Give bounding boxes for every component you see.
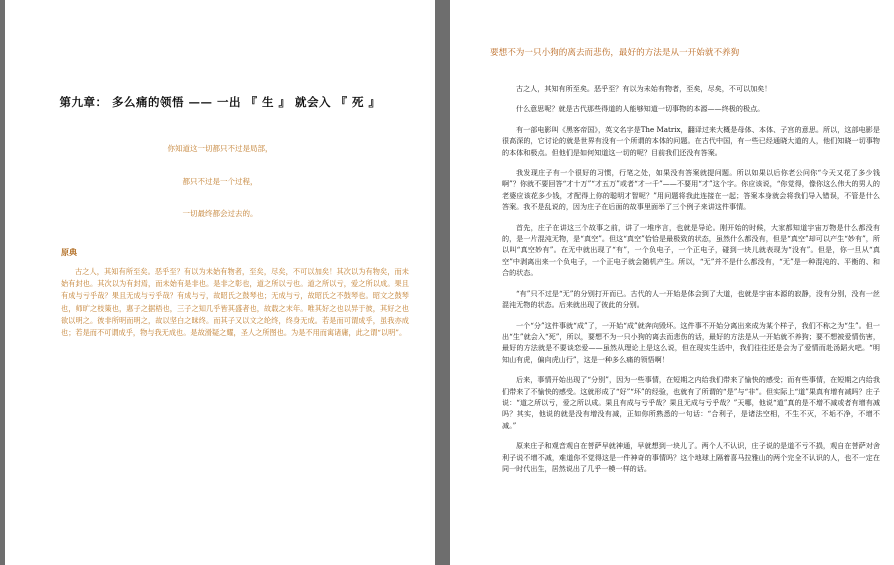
paragraph: 后来，事情开始出现了“分别”，因为一些事情，在短期之内给我们带来了愉快的感受；而有些事情，在短期之内给我们带来了不愉快的感受。这就形成了“好”“坏”的经验，也就有了所谓的“是”与“非”。但实际上“道”果真有增有减吗？庄子说：“道之所以亏，爱之所以成。果且有成与亏乎哉？果且无成与亏乎哉？”天哪，他说“道”真的是不增不减或者有增有减吗？其实，他说的就是没有增没有减，正如你所熟悉的一句话：“合利子，是诸法空相，不生不灭，不垢不净，不增不减。” [502, 375, 880, 430]
paragraph: 首先，庄子在讲这三个故事之前，讲了一堆序言，也就是导论。刚开始的时候，大家都知道宇宙万物是什么都没有的，是一片混沌无物，是“真空”。但这“真空”恰恰是最极致的状态，虽然什么都没有，但是“真空”却可以产生“妙有”，所以叫“真空妙有”。在无中就出现了“有”，一个负电子，一个正电子，碰到一块儿就表现为“没有”。但是，你一旦从“真空”中剥离出来一个负电子，一个正电子就会随机产生。所以，“无”并不是什么都没有，“无”是一种混沌的、平衡的、和合的状态。 [502, 222, 880, 278]
paragraph: 原来庄子和观音观自在菩萨早就神通，早就想到一块儿了。两个人不认识，庄子说的是道不亏不损，观自在菩萨对舍利子说不增不减，难道你不觉得这是一件神奇的事情吗？这个地球上隔着喜马拉雅山的两个完全不认识的人，也不一定在同一时代出生，居然说出了几乎一模一样的话。 [502, 441, 880, 473]
left-page [5, 0, 435, 565]
paragraph: 我发现庄子有一个很好的习惯，行笔之处，如果没有答案就提问题。所以如果以后你老公问你“今天又花了多少钱啊”？你就不要回答“才十万”“才五万”或者“才一千”——不要用“才”这个字。你应该说，“你觉得，像你这么伟大的男人的老婆应该花多少钱，才配得上你的聪明才智呢？”用问题将我此连接在一起；答案本身就会将我们导入错误，不管是什么答案。我不是乱说的，因为庄子在后面的故事里面举了三个例子来讲这件事情。 [502, 168, 880, 212]
chapter-title: 第九章： 多么痛的领悟 —— 一出 『 生 』 就会入 『 死 』 [59, 95, 381, 109]
section-label-original-text: 原典 [61, 247, 77, 257]
paragraph: 有一部电影叫《黑客帝国》，英文名字是The Matrix，翻译过来大概是母体、本体、子宫的意思。所以，这部电影是很高深的，它讨论的就是世界有没有一个所谓的本体的问题。在古代中国，有一些已经通晓大道的人，他们知晓一切事物的本体和极点。但他们是如何知道这一切的呢？目前我们还没有答案。 [502, 124, 880, 157]
paragraph: 一个“分”这件事就“成”了，一开始“成”就奔向毁坏。这件事不开始分离出来成为某个样子，我们不称之为“生”。但一出“生”就会入“死”，所以，要想不为一只小狗的离去而悲伤的话，最好的方法是从一开始就不养狗；要不想被爱情伤害，最好的方法就是不要谈恋爱——虽然从理论上是这么说，但在现实生活中，我们往往还是会为了爱情而赴汤蹈火吧。“明知山有虎，偏向虎山行”，这是一种多么痛的领悟啊！ [502, 320, 880, 364]
paragraph: 什么意思呢？就是古代那些得道的人能够知道一切事物的本源——终极的极点。 [516, 104, 765, 114]
paragraph: 古之人，其知有所至矣。恶乎至？有以为未始有物者，至矣，尽矣，不可以加矣！ [516, 84, 772, 93]
poem-line: 你知道这一切都只不过是局部， [167, 144, 273, 153]
paragraph: “有”只不过是“无”的分别打开而已。古代的人一开始是体会到了大道，也就是宇宙本源的寂静，没有分别，没有一丝混沌无物的状态。后来就出现了彼此的分别。 [502, 288, 880, 310]
section-heading: 要想不为一只小狗的离去而悲伤，最好的方法是从一开始就不养狗 [490, 48, 740, 58]
classic-text: 古之人，其知有所至矣。恶乎至？有以为未始有物者，至矣，尽矣，不可以加矣！其次以为有物矣，而未始有封也。其次以为有封焉，而未始有是非也。是非之彰也，道之所以亏也。道之所以亏，爱之所以成。果且有成与亏乎哉？果且无成与亏乎哉？有成与亏，故昭氏之鼓琴也；无成与亏，故昭氏之不鼓琴也。昭文之鼓琴也，师旷之枝策也，惠子之据梧也，三子之知几乎皆其盛者也，故载之末年。唯其好之也以异于彼，其好之也欲以明之。彼非所明而明之，故以坚白之昧终。而其子又以文之纶终，终身无成。若是而可谓成乎，虽我亦成也；若是而不可谓成乎，物与我无成也。是故滑疑之耀，圣人之所图也。为是不用而寓诸庸，此之谓“以明”。 [61, 267, 409, 338]
poem-line: 一切最终都会过去的。 [182, 209, 258, 218]
body-text [502, 83, 880, 483]
right-page [450, 0, 894, 565]
poem-line: 都只不过是一个过程， [182, 177, 258, 186]
